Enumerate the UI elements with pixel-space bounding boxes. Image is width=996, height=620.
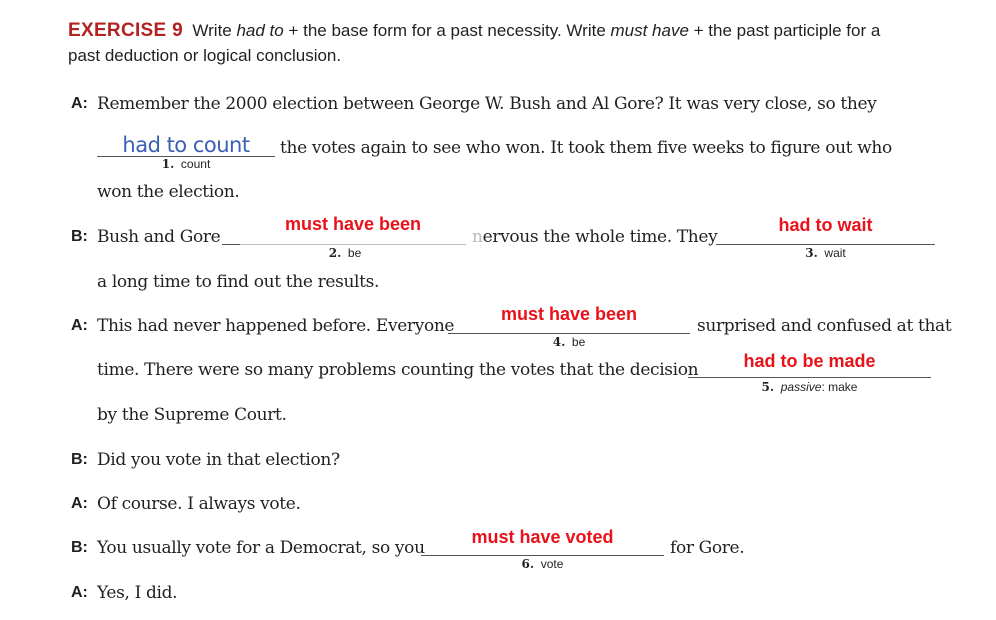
blank-2[interactable]: [240, 244, 466, 245]
blank-6[interactable]: [421, 555, 664, 556]
speaker-label: B:: [71, 451, 88, 468]
exercise-instructions: EXERCISE 9 Write had to + the base form for a past necessity. Write must have + the past participle for a: [68, 20, 881, 41]
hint-6: 6. vote: [521, 557, 564, 571]
answer-6: must have voted: [471, 527, 614, 547]
speaker-label: A:: [71, 584, 88, 601]
blank-4[interactable]: [448, 333, 690, 334]
dialogue-text: time. There were so many problems counting the votes that the decision: [97, 360, 699, 380]
dialogue-text: This had never happened before. Everyone: [97, 316, 455, 336]
hint-1: 1. count: [161, 157, 211, 171]
dialogue-text: Yes, I did.: [97, 583, 178, 603]
answer-4: must have been: [500, 304, 638, 324]
answer-2: must have been: [284, 214, 422, 234]
speaker-label: A:: [71, 317, 88, 334]
speaker-label: A:: [71, 95, 88, 112]
dialogue-text: won the election.: [97, 182, 240, 202]
dialogue-text: Remember the 2000 election between George W. Bush and Al Gore? It was very close, so they: [97, 94, 877, 114]
hint-3: 3. wait: [805, 246, 846, 260]
exercise-title: EXERCISE 9: [68, 20, 183, 41]
answer-1: had to count: [122, 133, 250, 157]
dialogue-text: surprised and confused at that: [697, 316, 952, 336]
speaker-label: B:: [71, 539, 88, 556]
dialogue-text: the votes again to see who won. It took them five weeks to figure out who: [280, 138, 892, 158]
hint-4: 4. be: [552, 335, 586, 349]
speaker-label: B:: [71, 228, 88, 245]
dialogue-text: You usually vote for a Democrat, so you: [97, 538, 425, 558]
dialogue-text: by the Supreme Court.: [97, 405, 287, 425]
blank-stub: [222, 244, 240, 245]
speaker-label: A:: [71, 495, 88, 512]
blank-3[interactable]: [716, 244, 935, 245]
dialogue-text: for Gore.: [670, 538, 745, 558]
answer-3: had to wait: [778, 215, 873, 235]
dialogue-text: a long time to find out the results.: [97, 272, 380, 292]
hint-2: 2. be: [328, 246, 362, 260]
exercise-instructions-line2: past deduction or logical conclusion.: [68, 46, 342, 65]
dialogue-text: Of course. I always vote.: [97, 494, 301, 514]
dialogue-text: nervous the whole time. They: [472, 227, 718, 247]
hint-5: 5. passive: make: [761, 380, 858, 394]
answer-5: had to be made: [743, 351, 876, 371]
dialogue-text: Did you vote in that election?: [97, 450, 340, 470]
blank-5[interactable]: [688, 377, 931, 378]
dialogue-text: Bush and Gore: [97, 227, 221, 247]
